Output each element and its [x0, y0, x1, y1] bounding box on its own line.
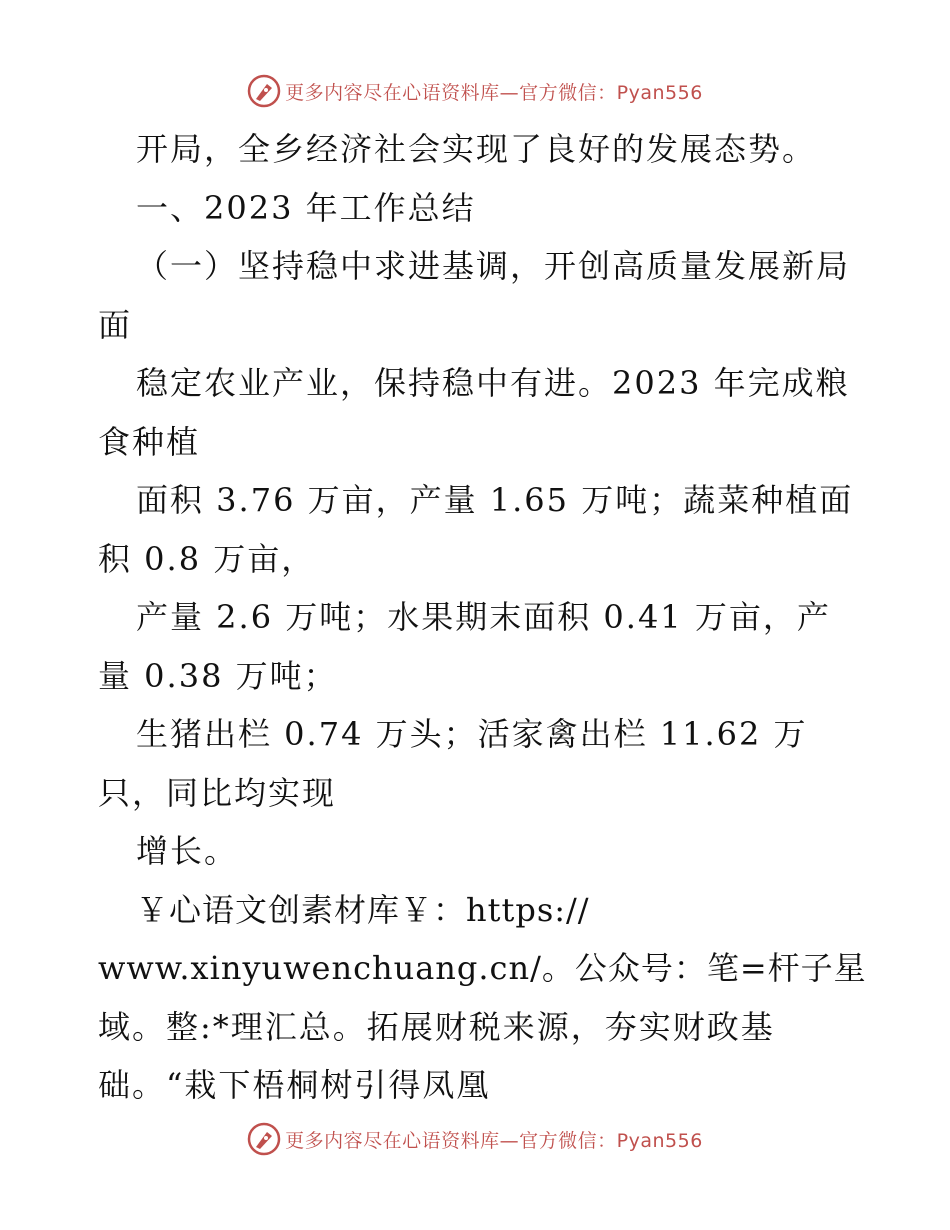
- paragraph-line: 只，同比均实现: [98, 773, 337, 812]
- pen-nib-logo-icon: [247, 1122, 281, 1156]
- paragraph-line: 量 0.38 万吨；: [98, 656, 338, 695]
- section-heading: 一、2023 年工作总结: [136, 188, 476, 227]
- header-banner-text: 更多内容尽在心语资料库—官方微信：Pyan556: [285, 81, 703, 104]
- paragraph-line: 域。整:*理汇总。拓展财税来源，夯实财政基: [98, 1007, 775, 1046]
- pen-nib-logo-icon: [247, 74, 281, 108]
- document-body: [98, 120, 868, 1115]
- paragraph-line: 础。“栽下梧桐树引得凤凰: [98, 1066, 491, 1104]
- paragraph-line: 积 0.8 万亩，: [98, 539, 316, 578]
- paragraph-line: 面积 3.76 万亩，产量 1.65 万吨；蔬菜种植面: [136, 481, 854, 519]
- subsection-heading-continued: 面: [98, 305, 133, 344]
- footer-banner: [0, 1119, 950, 1159]
- header-banner: [0, 71, 950, 111]
- paragraph-line: 产量 2.6 万吨；水果期末面积 0.41 万亩，产: [136, 598, 831, 636]
- paragraph-line: 食种植: [98, 422, 201, 461]
- paragraph-line: 稳定农业产业，保持稳中有进。2023 年完成粮: [136, 364, 850, 402]
- footer-banner-text: 更多内容尽在心语资料库—官方微信：Pyan556: [285, 1129, 703, 1152]
- paragraph-line: 生猪出栏 0.74 万头；活家禽出栏 11.62 万: [136, 715, 808, 753]
- subsection-heading: （一）坚持稳中求进基调，开创高质量发展新局: [136, 247, 851, 285]
- source-line: ￥心语文创素材库￥：https://: [136, 890, 590, 929]
- source-url-line: www.xinyuwenchuang.cn/。公众号：笔=杆子星: [98, 949, 867, 987]
- paragraph-line: 开局，全乡经济社会实现了良好的发展态势。: [136, 130, 817, 168]
- paragraph-line: 增长。: [136, 832, 239, 870]
